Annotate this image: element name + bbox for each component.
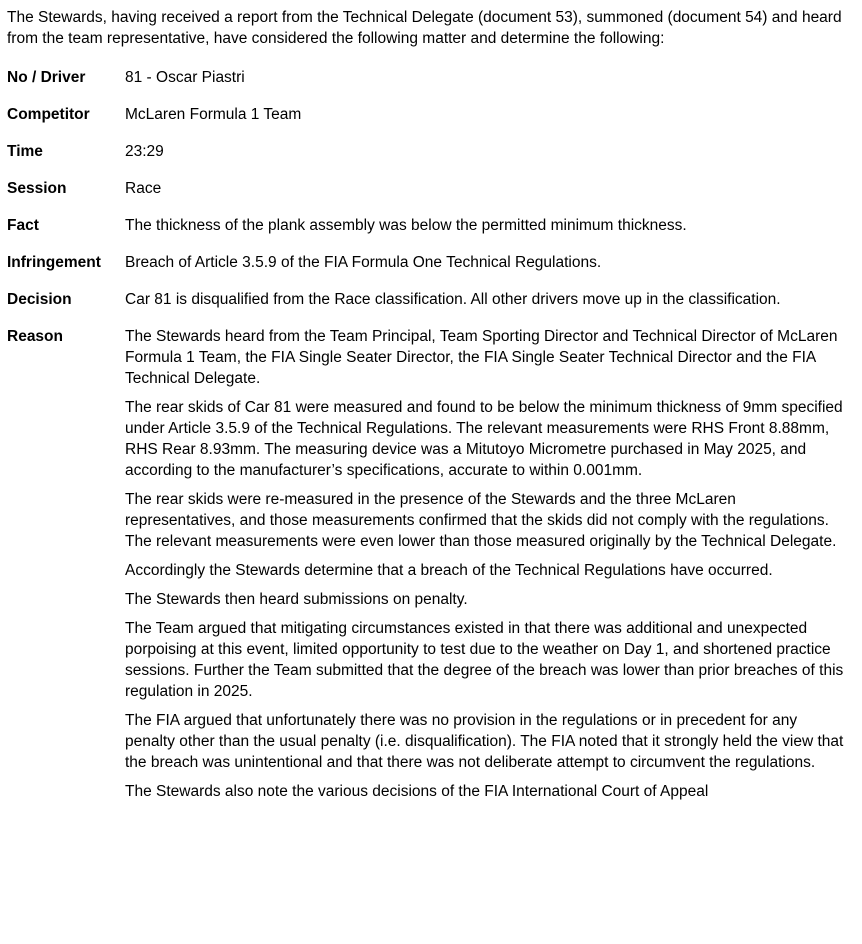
- field-label-decision: Decision: [7, 291, 72, 308]
- reason-paragraph-3: The rear skids were re-measured in the presence of the Stewards and the three McLaren representatives, and those measurements confirmed that the skids did not comply with the regulations. The relevant measurements were even lower than those measured originally by the Technical Delegate.: [125, 491, 837, 550]
- intro-paragraph: The Stewards, having received a report from the Technical Delegate (document 53), summoned (document 54) and heard from the team representative, have considered the following matter and determine the following:: [7, 9, 842, 47]
- reason-paragraph-1: The Stewards heard from the Team Principal, Team Sporting Director and Technical Director of McLaren Formula 1 Team, the FIA Single Seater Director, the FIA Single Seater Technical Director and the FIA Technical Delegate.: [125, 328, 838, 387]
- field-value-decision: Car 81 is disqualified from the Race classification. All other drivers move up in the classification.: [125, 291, 781, 308]
- field-row-fact: [7, 215, 846, 236]
- field-label-reason: Reason: [7, 328, 63, 345]
- field-value-infringement: Breach of Article 3.5.9 of the FIA Formula One Technical Regulations.: [125, 254, 602, 271]
- reason-paragraph-5: The Stewards then heard submissions on penalty.: [125, 591, 468, 608]
- field-value-no-driver: 81 - Oscar Piastri: [125, 69, 245, 86]
- field-label-fact: Fact: [7, 217, 39, 234]
- field-value-fact: The thickness of the plank assembly was below the permitted minimum thickness.: [125, 217, 687, 234]
- field-label-session: Session: [7, 180, 67, 197]
- reason-paragraph-7: The FIA argued that unfortunately there was no provision in the regulations or in precedent for any penalty other than the usual penalty (i.e. disqualification). The FIA noted that it strongly held the view that the breach was unintentional and that there was not deliberate attempt to circumvent the regulations.: [125, 712, 844, 771]
- reason-paragraph-2: The rear skids of Car 81 were measured and found to be below the minimum thickness of 9mm specified under Article 3.5.9 of the Technical Regulations. The relevant measurements were RHS Front 8.88mm, RHS Rear 8.93mm. The measuring device was a Mitutoyo Micrometre purchased in May 2025, and according to the manufacturer’s specifications, accurate to within 0.001mm.: [125, 399, 843, 479]
- field-value-competitor: McLaren Formula 1 Team: [125, 106, 302, 123]
- field-row-time: [7, 141, 846, 162]
- reason-paragraph-4: Accordingly the Stewards determine that a breach of the Technical Regulations have occurred.: [125, 562, 773, 579]
- field-label-no-driver: No / Driver: [7, 69, 86, 86]
- field-row-decision: [7, 289, 846, 310]
- field-row-no-driver: [7, 67, 846, 88]
- field-row-session: [7, 178, 846, 199]
- field-row-reason: [7, 326, 846, 802]
- field-row-infringement: [7, 252, 846, 273]
- field-value-session: Race: [125, 180, 162, 197]
- field-label-infringement: Infringement: [7, 254, 101, 271]
- field-row-competitor: [7, 104, 846, 125]
- field-label-competitor: Competitor: [7, 106, 90, 123]
- field-label-time: Time: [7, 143, 43, 160]
- field-value-reason: [125, 326, 846, 802]
- field-value-time: 23:29: [125, 143, 164, 160]
- reason-paragraph-6: The Team argued that mitigating circumstances existed in that there was additional and unexpected porpoising at this event, limited opportunity to test due to the weather on Day 1, and shortened practice sessions. Further the Team submitted that the degree of the breach was lower than prior breaches of this regulation in 2025.: [125, 620, 844, 700]
- reason-paragraph-8: The Stewards also note the various decisions of the FIA International Court of Appeal: [125, 783, 709, 800]
